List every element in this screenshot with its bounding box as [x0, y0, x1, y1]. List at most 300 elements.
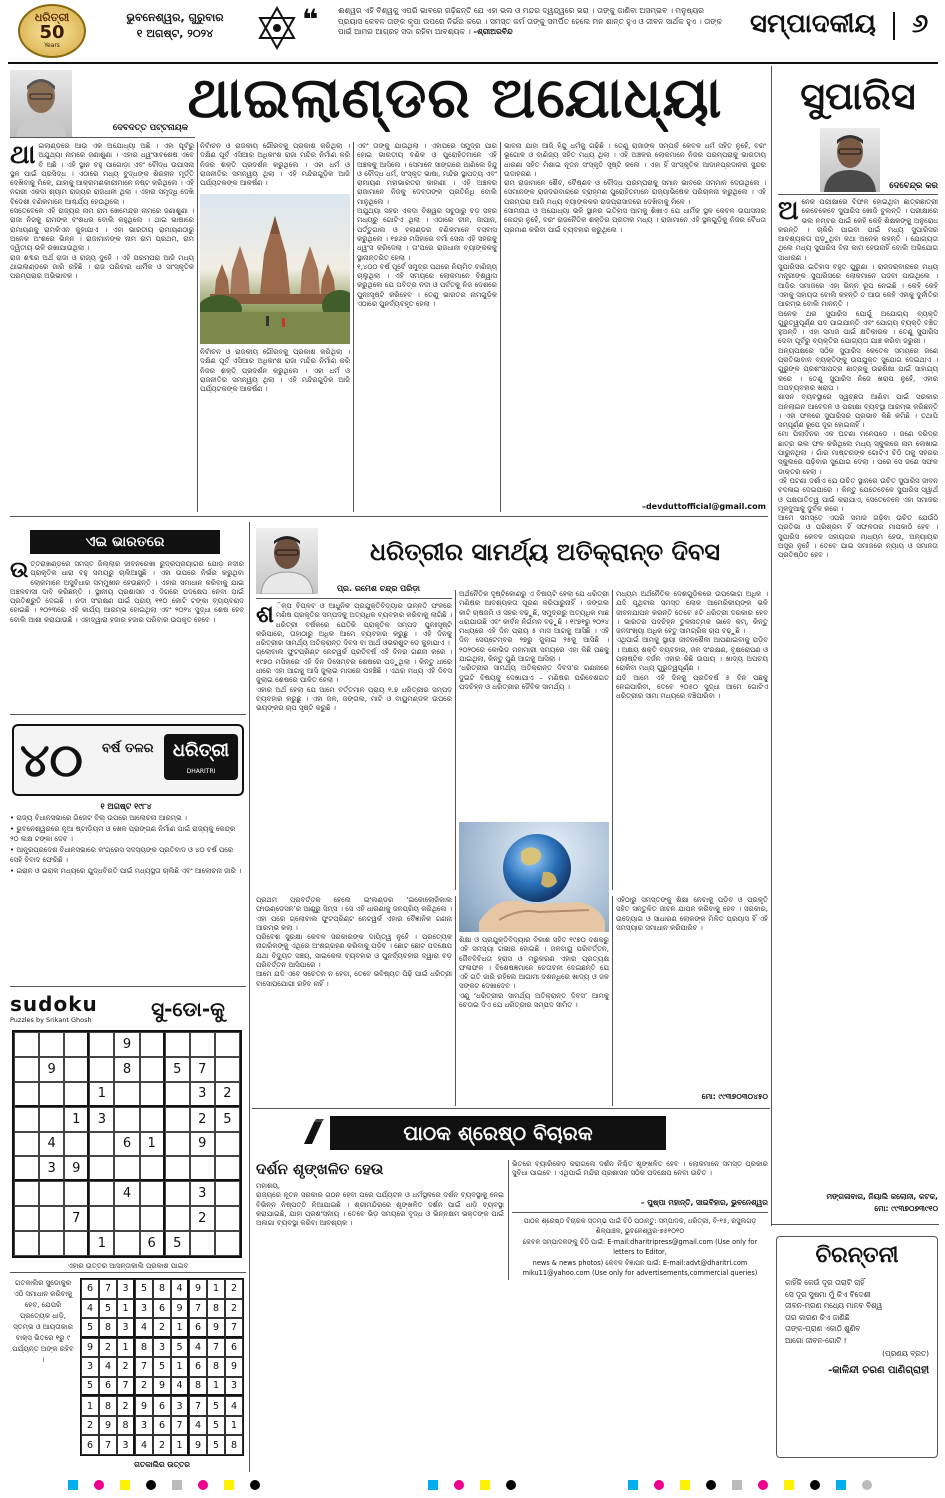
sudoku-cell	[215, 1057, 240, 1082]
sudoku-cell	[14, 1082, 39, 1107]
registration-swatch	[680, 1480, 690, 1490]
sudoku-solution-cell: 9	[81, 1338, 99, 1358]
forty-years-item-text: ଇରାନ ଓ ଇରାକ ମଧ୍ୟରେ ଯୁଦ୍ଧବିରତି ପାଇଁ ମଧ୍ୟସ୍ଥତା ଚାଲିଛି ଏବଂ ଆଲୋଚନା ଜାରି ।	[16, 867, 242, 876]
sudoku-cell	[165, 1082, 190, 1107]
article2-col2	[459, 590, 609, 818]
sudoku-cell: 4	[39, 1132, 64, 1157]
chirantani-line: ତାର କାରଣ କିଏ ଜାଣିଛି	[785, 1312, 850, 1322]
quote-author: –ଶ୍ରୀଅରବିନ୍ଦ	[473, 27, 513, 36]
forty-years-item: • ଆନ୍ଧ୍ରପ୍ରଦେଶ ବିଧାନସଭାରେ କଂଗ୍ରେସ ସଦସ୍ୟଙ୍କ ପ୍ରତିବାଦ ଓ ୪୦ ବର୍ଷ ପରେ ସେହି ବିବାଦ ଫେରିଛି ।	[10, 846, 234, 864]
sudoku-solution-cell: 4	[171, 1279, 189, 1299]
sudoku-cell	[140, 1107, 165, 1132]
section-title: ସମ୍ପାଦକୀୟ	[750, 9, 876, 39]
sudoku-cell: 7	[64, 1206, 89, 1231]
sudoku-cell	[39, 1082, 64, 1107]
sudoku-solution-cell: 5	[153, 1357, 171, 1377]
sudoku-cell	[165, 1206, 190, 1231]
sudoku-cell: 1	[89, 1082, 114, 1107]
article2-col2-text: ଅର୍ଥନୈତିକ ଦୃଷ୍ଟିକୋଣରୁ ଏ ବିଷୟଟି ହେଲା ଯେ ଧରିତ୍ରୀ ମଣିଷର ଆବଶ୍ୟକତା ପୂରଣ କରିପାରୁନାହିଁ । ଜଙ୍ଗଲ କାଟି ଚାଷଜମି ଓ ସହର ବଢ଼ୁଛି, ସମୁଦ୍ରରୁ ଅତ୍ୟଧିକ ମାଛ ଧରାଯାଉଛି ଏବଂ କାର୍ବନ ନିର୍ଗମନ ବଢ଼ୁଛି । ୧୯୭୧ରୁ ୨୦୨୪ ମଧ୍ୟରେ ଏହି ଦିନ ପ୍ରାୟ ୫ ମାସ ଆଗକୁ ଆସିଛି । ଏହି ଦିନ ସେପ୍ଟେମ୍ବର ୨୭ରୁ ଜୁଲାଇ ୨୫କୁ ଆସିଛି । ୨୦୨୦ରେ କୋଭିଡ ମହାମାରୀ ସମୟରେ ଏହା କିଛି ପଛକୁ ଯାଇଥିଲା, କିନ୍ତୁ ପୁଣି ଆଗକୁ ଆସିଲା । ‘ଧରିତ୍ରୀର ସାମର୍ଥ୍ୟ ଅତିକ୍ରାନ୍ତ ଦିବସ’ର ଗଣନାରେ ଦୁଇଟି ବିଷୟକୁ ଦେଖାଯାଏ – ମଣିଷର ପରିବେଶଗତ ପଦଚିହ୍ନ ଓ ଧରିତ୍ରୀର ଜୈବିକ ସାମର୍ଥ୍ୟ ।	[459, 590, 609, 691]
sudoku-solution-cell: 3	[153, 1338, 171, 1358]
sudoku-solution-cell: 1	[171, 1357, 189, 1377]
sudoku-cell	[165, 1181, 190, 1206]
sudoku-cell: 5	[165, 1057, 190, 1082]
sudoku-solution-cell: 4	[189, 1416, 207, 1436]
sudoku-prev-label-text: ଗତକାଲିର ସୁଡୋକୁର ଏଠି ସମାଧାନ କରିବାକୁ ହେବ, ଯେପରି ପ୍ରତ୍ୟେକ ଧାଡ଼ି, ସ୍ତମ୍ଭ ଓ ଆୟତାକାର ବାକ୍ସ ଭିତରେ ୧ରୁ ୯ ପର୍ଯ୍ୟନ୍ତ ଅଙ୍କ ରହିବ ।	[12, 1279, 74, 1364]
sudoku-solution-cell: 4	[189, 1338, 207, 1358]
sudoku-solution-cell: 4	[81, 1299, 99, 1319]
sudoku-cell	[114, 1206, 139, 1231]
sudoku-cell	[165, 1107, 190, 1132]
registration-marks-left	[60, 1478, 320, 1492]
logo-years-number: 50	[39, 22, 65, 43]
registration-swatch	[198, 1480, 208, 1490]
sudoku-solution-cell: 9	[135, 1396, 153, 1416]
sudoku-solution-cell: 5	[81, 1377, 99, 1397]
article2-bottom-rule	[252, 1108, 770, 1109]
sudoku-cell: 5	[215, 1107, 240, 1132]
sudoku-solution-cell: 8	[207, 1299, 225, 1319]
sudoku-solution-cell: 6	[189, 1318, 207, 1338]
chirantani-line: ଆଗୋ ଜୀବନ-ଗୋଟି !	[785, 1335, 847, 1345]
article2-dropcap: ଶ	[256, 602, 274, 628]
sudoku-solution-cell: 6	[81, 1435, 99, 1455]
sudoku-cell	[64, 1132, 89, 1157]
sudoku-logo	[10, 992, 120, 1025]
article1-col4	[504, 142, 766, 500]
registration-swatch	[224, 1480, 234, 1490]
sudoku-cell	[14, 1132, 39, 1157]
sudoku-solution-cell: 8	[153, 1279, 171, 1299]
sudoku-solution-cell: 7	[207, 1338, 225, 1358]
sudoku-solution-cell: 3	[225, 1377, 243, 1397]
sudoku-cell: 2	[215, 1082, 240, 1107]
sudoku-solution-cell: 9	[153, 1377, 171, 1397]
sudoku-solution-cell: 7	[117, 1377, 135, 1397]
sudoku-cell	[140, 1032, 165, 1057]
masthead-quote	[338, 6, 728, 52]
registration-swatch	[172, 1480, 182, 1490]
registration-swatch	[784, 1480, 794, 1490]
sudoku-cell	[14, 1057, 39, 1082]
article2-col3	[616, 590, 768, 890]
article2-author-rule	[256, 598, 452, 599]
sudoku-solution-cell: 4	[171, 1377, 189, 1397]
sudoku-cell	[14, 1206, 39, 1231]
sudoku-cell	[114, 1156, 139, 1181]
forty-years-date: ୧ ଅଗଷ୍ଟ ୧୯୮୪	[100, 802, 152, 811]
reader-letter-author: – ପୁଷ୍ପା ମହାନ୍ତି, ସାଇବିହାର, ଭୁବନେଶ୍ୱର	[640, 1198, 768, 1207]
sudoku-cell	[39, 1032, 64, 1057]
article2-headline: ଧରିତ୍ରୀର ସାମର୍ଥ୍ୟ ଅତିକ୍ରାନ୍ତ ଦିବସ	[369, 538, 721, 566]
sudoku-cell: 6	[140, 1231, 165, 1256]
sudoku-cell	[39, 1231, 64, 1256]
article2-col1	[256, 602, 452, 892]
ei-bharatare-text: ତ୍ତରାଖଣ୍ଡରେ ସମସ୍ତ ଜିଲ୍ଲାର ଜୀବନରେଖା ରୁଦ୍ରପ୍ରୟାଗର ଯୋଡ଼ ନଦୀର ପ୍ରାକୃତିକ ଧାରା ବହୁ ସମୟରୁ ଚାଲିଆସୁଛି । ଏହା ଉପରେ ନିର୍ଭର କରୁଥିବା ଲୋକମାନେ ଅସୁବିଧାର ସମ୍ମୁଖୀନ ହେଉଛନ୍ତି । ଏହାର ସମାଧାନ କରିବାକୁ ଯାଇ ଅଞ୍ଚଳବାସୀ ଦାବି କରିଛନ୍ତି । ସ୍ଥାନୀୟ ପ୍ରଶାସନ ଏ ଦିଗରେ ପଦକ୍ଷେପ ନେବା ପାଇଁ ପ୍ରତିଶ୍ରୁତି ଦେଇଛି । ନଦୀ ସଂରକ୍ଷଣ ପାଇଁ ପ୍ରାୟ ୧୧୦ କୋଟି ଟଙ୍କା ବ୍ୟୟବରାଦ ହୋଇଛି । ୨୦୨୩ରେ ଏହି କାର୍ଯ୍ୟ ଆରମ୍ଭ ହୋଇଥିଲା ଏବଂ ୨୦୨୪ ସୁଦ୍ଧା ଶେଷ ହେବ ବୋଲି ଆଶା କରାଯାଉଛି । ଏହାଦ୍ୱାରା ହଜାର ହଜାର ପରିବାର ଉପକୃତ ହେବେ ।	[10, 560, 244, 624]
sudoku-solution-cell: 7	[189, 1396, 207, 1416]
sudoku-cell	[14, 1181, 39, 1206]
quote-text: ଈଶ୍ୱର ଏହି ବିଶ୍ୱକୁ ଏପରି ଭାବରେ ଗଢ଼ିଛନ୍ତି ଯେ ଏହା ଭଲ ଓ ମନ୍ଦର ଦ୍ୱନ୍ଦ୍ୱରେ ଭରା । ତାଙ୍କୁ ଜାଣିବା ଅସମ୍ଭବ । ମନୁଷ୍ୟର ପ୍ରୟାସ କେବଳ ତାଙ୍କ କୃପା ଉପରେ ନିର୍ଭର କରେ । ସମସ୍ତ କର୍ମ ତାଙ୍କୁ ସମର୍ପିତ ହେଲେ ମନ ଶାନ୍ତ ହୁଏ ଓ ଜୀବନ ସାର୍ଥକ ହୁଏ । ତାଙ୍କ ପାଇଁ ଆମର ଆଗ୍ରହ ସଦା ରହିବା ଆବଶ୍ୟକ ।	[338, 6, 723, 36]
registration-swatch	[836, 1480, 846, 1490]
sudoku-solution-cell: 8	[189, 1377, 207, 1397]
sudoku-solution-cell: 1	[171, 1435, 189, 1455]
sudoku-cell	[215, 1032, 240, 1057]
sudoku-solution-cell: 5	[135, 1279, 153, 1299]
sudoku-cell	[14, 1032, 39, 1057]
sudoku-solution-cell: 5	[207, 1396, 225, 1416]
article2-col3b	[616, 896, 768, 1088]
article1-divider-2	[353, 142, 354, 512]
sudoku-solution-cell: 7	[135, 1357, 153, 1377]
sudoku-solution-cell: 1	[171, 1318, 189, 1338]
sudoku-solution-cell: 1	[225, 1416, 243, 1436]
registration-swatch	[654, 1480, 664, 1490]
sudoku-cell	[89, 1156, 114, 1181]
sudoku-grid	[12, 1030, 242, 1258]
editorial-headline: ସୁପାରିସ	[800, 74, 916, 118]
sudoku-cell: 9	[64, 1156, 89, 1181]
sudoku-solution-cell: 2	[153, 1435, 171, 1455]
sudoku-cell	[140, 1082, 165, 1107]
sudoku-solution-cell: 9	[225, 1357, 243, 1377]
chirantani-line: ତାଙ୍କ-ପ୍ରାଣ ଏକାଠି ଶୁଣିବ	[785, 1324, 861, 1333]
sudoku-solution-grid	[80, 1278, 244, 1456]
date-place: ଭୁବନେଶ୍ୱର, ଗୁରୁବାର	[126, 11, 224, 24]
sudoku-solution-cell: 2	[225, 1279, 243, 1299]
sudoku-cell	[14, 1231, 39, 1256]
reader-letter-body2-text: ଭିତରେ ବ୍ୟାରିକେଡ଼ କରାଗଲେ ଦର୍ଶନ ନିଶ୍ଚିତ ଶୃଙ୍ଖଳିତ ହେବ । ଲୋକମାନେ ସମସ୍ତ ପ୍ରକାର ସୁବିଧା ପାଇବେ । ଏଥିପାଇଁ ମନ୍ଦିର ପ୍ରଶାସନ ସଠିକ ପଦକ୍ଷେପ ନେବା ଉଚିତ ।	[512, 1160, 768, 1178]
article2-divider-1	[455, 590, 456, 890]
registration-swatch	[120, 1480, 130, 1490]
registration-swatch	[506, 1480, 516, 1490]
sudoku-cell	[190, 1156, 215, 1181]
sudoku-solution-cell: 3	[117, 1435, 135, 1455]
forty-years-list	[10, 814, 244, 964]
forty-years-item-text: ରାଜ୍ୟ ବିଧାନସଭାରେ ଗିଜେଟ ବିଲ୍ ଉପରେ ଆଲୋଚନା ଆରମ୍ଭ ।	[16, 814, 187, 822]
chirantani-poet: -କାଳିନ୍ଦୀ ଚରଣ ପାଣିଗ୍ରାହୀ	[828, 1365, 929, 1376]
chirantani-box	[776, 1236, 938, 1458]
sudoku-solution-cell: 5	[171, 1338, 189, 1358]
sudoku-cell	[165, 1032, 190, 1057]
registration-swatch	[68, 1480, 78, 1490]
sudoku-solution-cell: 2	[117, 1357, 135, 1377]
page-number: ୬	[911, 9, 929, 39]
sudoku-cell	[215, 1206, 240, 1231]
article1-col2	[200, 142, 350, 190]
sudoku-solution-cell: 4	[135, 1318, 153, 1338]
sudoku-cell	[39, 1206, 64, 1231]
registration-marks-right	[620, 1478, 920, 1492]
sudoku-solution-cell: 1	[207, 1279, 225, 1299]
article2-col1b	[256, 896, 452, 1106]
masthead-rule	[8, 62, 938, 64]
registration-swatch	[628, 1480, 638, 1490]
article2-author: ପ୍ର. ରମେଶ ଚନ୍ଦ୍ର ପରିଡ଼ା	[336, 584, 420, 593]
sudoku-prev-label	[10, 1278, 76, 1458]
registration-swatch	[732, 1480, 742, 1490]
sudoku-solution-cell: 6	[225, 1338, 243, 1358]
sudoku-solution-cell: 4	[135, 1435, 153, 1455]
sudoku-cell: 5	[165, 1231, 190, 1256]
registration-marks-middle	[420, 1478, 540, 1492]
article2-col2b	[459, 936, 609, 1106]
sudoku-cell	[64, 1057, 89, 1082]
masthead-date-block	[105, 10, 245, 42]
registration-swatch	[94, 1480, 104, 1490]
article1-bottom-rule	[10, 516, 768, 517]
editorial-signature: ମଙ୍ଗଳାବାଗ, ନିୟାଲି କଲୋନୀ, କଟକ,	[826, 1192, 938, 1201]
article1-author: ଦେବଦତ୍ତ ପଟ୍ଟନାୟକ	[112, 123, 188, 133]
article2-col3-text: ମଧ୍ୟମ ଅର୍ଥନୈତିକ ଦେଶଗୁଡ଼ିକରେ ଉପଭୋଗ ଅଧିକ । ଯଦି ପୃଥିବୀର ସମସ୍ତ ଲୋକ ଆମେରିକୀୟଙ୍କ ଭଳି ଜୀବନଯାପନ କରନ୍ତି ତେବେ ୫ଟି ଧରିତ୍ରୀ ଦରକାର ହେବ । ଭାରତର ପଦଚିହ୍ନ ତୁଳନାତ୍ମକ ଭାବେ କମ୍, କିନ୍ତୁ ଜନସଂଖ୍ୟା ଅଧିକ ହେତୁ ସାମଗ୍ରିକ ଚାପ ବଢ଼ୁଛି । ଏଥିପାଇଁ ଆମକୁ ସ୍ଥାୟୀ ଜୀବନଶୈଳୀ ଆପଣାଇବାକୁ ପଡ଼ିବ । ଅକ୍ଷୟ ଶକ୍ତି ବ୍ୟବହାର, ଜଳ ସଂରକ୍ଷଣ, ବୃକ୍ଷରୋପଣ ଓ ପ୍ଲାଷ୍ଟିକ ବର୍ଜନ ଏହାର କିଛି ଉପାୟ । ଖାଦ୍ୟ ଅପଚୟ ରୋକିବା ମଧ୍ୟ ଗୁରୁତ୍ୱପୂର୍ଣ୍ଣ । ଯଦି ଆମେ ଏହି ଦିନକୁ ପ୍ରତିବର୍ଷ ୫ ଦିନ ପଛକୁ ନେଇପାରିବା, ତେବେ ୨୦୫୦ ସୁଦ୍ଧା ଆମେ ଗୋଟିଏ ଧରିତ୍ରୀର ସୀମା ମଧ୍ୟରେ ବଞ୍ଚିପାରିବା ।	[616, 590, 768, 701]
reader-letter-body1-text: ମହାଶୟ, ରାଜ୍ୟରେ ନୂତନ ସରକାର ଗଠନ ହେବା ପରେ ପର୍ଯ୍ୟଟନ ଓ ଧର୍ମସ୍ଥଳରେ ଦର୍ଶନ ବ୍ୟବସ୍ଥାକୁ ନେଇ ବିଭିନ୍ନ ନିଷ୍ପତ୍ତି ନିଆଯାଇଛି । ଶ୍ରୀମନ୍ଦିରରେ ଶୃଙ୍ଖଳିତ ଦର୍ଶନ ପାଇଁ ଧାଡ଼ି ବ୍ୟବସ୍ଥା କରାଯାଇଛି, ଯାହା ପ୍ରଶଂସନୀୟ । ତେବେ ଭିଡ଼ ସମୟରେ ବୃଦ୍ଧ ଓ ଭିନ୍ନକ୍ଷମ ଭକ୍ତଙ୍କ ପାଇଁ ଅଲଗା ବ୍ୟବସ୍ଥା କରିବା ଆବଶ୍ୟକ ।	[256, 1182, 504, 1228]
sudoku-cell	[140, 1057, 165, 1082]
registration-swatch	[706, 1480, 716, 1490]
article2-divider-2	[612, 590, 613, 890]
article2-col1-text: ିଳ୍ପ ବିପ୍ଳବ ଓ ଆଧୁନିକ ପ୍ରଯୁକ୍ତିବିଦ୍ୟାର ଉନ୍ନତି ଫଳରେ ମଣିଷ ପ୍ରକୃତିର ସମ୍ପଦକୁ ଅତ୍ୟଧିକ ବ୍ୟବହାର କରିବାକୁ ଲାଗିଛି । ଧରିତ୍ରୀ ବର୍ଷକରେ ଯେତିକି ପ୍ରାକୃତିକ ସମ୍ପଦ ପୁନଃସୃଷ୍ଟି କରିପାରେ, ତାହାଠାରୁ ଅଧିକ ଆମେ ବ୍ୟବହାର କରୁଛୁ । ଏହି ଦିନକୁ ଧରିତ୍ରୀର ସାମର୍ଥ୍ୟ ଅତିକ୍ରାନ୍ତ ଦିବସ ବା ଆର୍ଥ ଓଭରଶୁଟ ଡେ କୁହାଯାଏ । ଗ୍ଲୋବାଲ ଫୁଟପ୍ରିଣ୍ଟ ନେଟୱର୍କ ପ୍ରତିବର୍ଷ ଏହି ଦିନର ଗଣନା କରେ । ୧୯୭୦ ମସିହାରେ ଏହି ଦିନ ଡିସେମ୍ବର ଶେଷରେ ପଡ଼ୁଥିଲା । କିନ୍ତୁ ଧୀରେ ଧୀରେ ଏହା ଆଗକୁ ଆସି ଜୁଲାଇ ମାସରେ ପହଞ୍ଚିଛି । ଏଥର ମଧ୍ୟ ଏହି ଦିବସ ଜୁଲାଇ ଶେଷରେ ପାଳିତ ହେଲା । ଏହାର ଅର୍ଥ ହେଲା ଯେ ଆମେ ବର୍ତ୍ତମାନ ପ୍ରାୟ ୧.୭ ଧରିତ୍ରୀର ସମ୍ପଦ ବ୍ୟବହାର କରୁଛୁ । ଏହା ଜଳ, ଜଙ୍ଗଲ, ମାଟି ଓ ବାୟୁମଣ୍ଡଳ ଉପରେ ଭୟଙ୍କର ଚାପ ସୃଷ୍ଟି କରୁଛି ।	[256, 602, 452, 713]
sudoku-cell	[14, 1156, 39, 1181]
sudoku-cell	[89, 1132, 114, 1157]
sudoku-solution-cell: 2	[81, 1416, 99, 1436]
sudoku-cell: 3	[39, 1156, 64, 1181]
article1-col1-text: ଇଲାଣ୍ଡରେ ଆଉ ଏକ ଅଯୋଧ୍ୟା ଅଛି । ଏହା ପୂର୍ବରୁ ଅଯୁଥ୍ୟା ନାମରେ ଜଣାଶୁଣା । ଏହାର ଧ୍ୱଂସାବଶେଷ ଏବେ ବି ଅଛି । ଏହି ସ୍ଥାନ ବହୁ ପାଗୋଡ଼ା ଏବଂ ବୌଦ୍ଧ ଉପାସନା ସ୍ଥଳ ପାଇଁ ପ୍ରସିଦ୍ଧ । ଏଠାରେ ମଧ୍ୟ ବୁଦ୍ଧଙ୍କ ଶିରହୀନ ମୂର୍ତ୍ତି ଦେଖିବାକୁ ମିଳେ, ଯାହାକୁ ଆକ୍ରମଣକାରୀମାନେ ନଷ୍ଟ କରିଥିଲେ । ଏହି ନଗରୀ ଏକଦା ଶ୍ୟାମ ରାଜ୍ୟର ରାଜଧାନୀ ଥିଲା । ଏହାର ସମୃଦ୍ଧି ଦେଖି ବିଦେଶୀ ବଣିକମାନେ ଆଶ୍ଚର୍ଯ୍ୟ ହେଉଥିଲେ । ସେତେବେଳେ ଏହି ରାଜ୍ୟର ନାମ ରାମ ଖେମେନ୍ଦ୍ର ନାମରେ ଜଣାଶୁଣା । ରାଜା ନିଜକୁ ରାମଙ୍କ ବଂଶଧର ବୋଲି କହୁଥିଲେ । ଥାଇ ଭାଷାରେ ରାମାୟଣକୁ ରାମକିଏନ କୁହାଯାଏ । ଏହା ଭାରତୀୟ ରାମାୟଣଠାରୁ ଅନେକ ଅଂଶରେ ଭିନ୍ନ । ରାଜାମାନଙ୍କ ନାମ ରାମ ପ୍ରଥମ, ରାମ ଦ୍ୱିତୀୟ ଭଳି ରଖାଯାଉଥିଲା । ରାଜ ଶବ୍ଦର ଅର୍ଥ ରାଜା ଓ ରାଜ୍ୟ ଦୁହେଁ । ଏହି ପରମ୍ପରା ଆଜି ମଧ୍ୟ ଥାଇଲାଣ୍ଡରେ ଜାରି ରହିଛି । ରାଜ ପରିବାର ଧାର୍ମିକ ଓ ସାଂସ୍କୃତିକ ପରମ୍ପରାର ଅଭିଭାବକ ।	[10, 142, 194, 281]
article2-divider-4	[612, 896, 613, 1106]
sudoku-solution-cell: 8	[117, 1416, 135, 1436]
chirantani-lines	[777, 1275, 937, 1348]
registration-swatch	[250, 1480, 260, 1490]
forty-years-item: • ଇରାନ ଓ ଇରାକ ମଧ୍ୟରେ ଯୁଦ୍ଧବିରତି ପାଇଁ ମଧ୍ୟସ୍ଥତା ଚାଲିଛି ଏବଂ ଆଲୋଚନା ଜାରି ।	[10, 867, 242, 876]
forty-years-brand	[164, 734, 238, 780]
article1-email: –devduttofficial@gmail.com	[641, 502, 766, 511]
sudoku-by: Puzzles by Srikant Ghosh	[10, 1016, 92, 1024]
ayutthaya-temple-photo	[200, 194, 350, 344]
sudoku-solution-cell: 2	[153, 1318, 171, 1338]
sudoku-solution-cell: 6	[81, 1279, 99, 1299]
sudoku-title: sudoku	[10, 992, 98, 1016]
sudoku-solution-cell: 9	[207, 1318, 225, 1338]
registration-swatch	[480, 1480, 490, 1490]
logo-text: ଧରିତ୍ରୀ	[34, 11, 70, 24]
sudoku-solution-cell: 9	[189, 1279, 207, 1299]
sudoku-solution-cell: 5	[81, 1318, 99, 1338]
footer-info-line3: news & news photos) କେବଳ ବିଜ୍ଞାପନ ପାଇଁ: E-mail:advt@dharitri.com	[532, 1258, 748, 1267]
forty-years-item: • ଭୁବନେଶ୍ୱରରେ ନୂଆ ଷ୍ଟାଡ଼ିୟମ ଓ ଖେଳ ପ୍ରାଙ୍ଗଣ ନିର୍ମାଣ ପାଇଁ ରାଜ୍ୟକୁ କେନ୍ଦ୍ର ୨୦ ଲକ୍ଷ ଟଙ୍କା ଦେବ ।	[10, 825, 236, 843]
article2-contact: ମୋ: ୯୯୩୭୦୩୦୪୫୦	[701, 1092, 768, 1101]
article1-headline: ଥାଇଲାଣ୍ଡର ଅଯୋଧ୍ୟା	[187, 66, 723, 131]
ei-bharatare-dropcap: ଉ	[10, 560, 29, 583]
sudoku-cell	[89, 1057, 114, 1082]
left-column-divider	[249, 522, 250, 1472]
article1-col3-text: ଏବଂ ତାଙ୍କୁ ଯାଉଥିଲା । ଏହାପରେ ସମୁଦ୍ର ପାର ହୋଇ ଭାରତୀୟ ବଣିକ ଓ ପୁରୋହିତମାନେ ଏହି ଅଞ୍ଚଳକୁ ଆସିଲେ । ସେମାନେ ସାଙ୍ଗରେ ଆଣିଲେ ହିନ୍ଦୁ ଓ ବୌଦ୍ଧ ଧର୍ମ, ସଂସ୍କୃତ ଭାଷା, ମନ୍ଦିର ସ୍ଥାପତ୍ୟ ଏବଂ ରାମାୟଣ ମହାଭାରତର କାହାଣୀ । ଏହି ଅଞ୍ଚଳର ରାଜାମାନେ ନିଜକୁ ଦେବତାଙ୍କ ପ୍ରତିନିଧି ବୋଲି ମାନୁଥିଲେ । ଅଯୁଥ୍ୟା ସହର ଏକଦା ବିଶ୍ୱର ସବୁଠାରୁ ବଡ଼ ସହର ମଧ୍ୟରୁ ଗୋଟିଏ ଥିଲା । ଏଠାରେ ଚୀନ, ଜାପାନ, ପର୍ତ୍ତୁଗାଲ ଓ ହଲାଣ୍ଡର ବଣିକମାନେ ବସବାସ କରୁଥିଲେ । ୧୭୬୭ ମସିହାରେ ବର୍ମା ସେନା ଏହି ସହରକୁ ଧ୍ୱଂସ କରିଦେଲା । ତା'ପରେ ରାଜଧାନୀ ବ୍ୟାଙ୍କକକୁ ସ୍ଥାନାନ୍ତରିତ ହେଲା । ୧,୪୦୦ ବର୍ଷ ପୂର୍ବେ ସମୁଦ୍ର ପଥରେ ନିୟମିତ ବାଣିଜ୍ୟ ଚାଲୁଥିଲା । ଏହି ସମୟରେ ଲୋକମାନେ ବିଶ୍ୱାସ କରୁଥିଲେ ଯେ ପବିତ୍ର ନଦୀ ଓ ପର୍ବତକୁ ନିଜ ଦେଶରେ ପୁନଃସୃଷ୍ଟି କରିହେବ । ତେଣୁ ଭାରତର ନାମଗୁଡ଼ିକ ଏଠାରେ ପୁନର୍ବ୍ୟବହୃତ ହେଲା ।	[357, 142, 497, 309]
sudoku-solution-cell: 2	[225, 1299, 243, 1319]
sudoku-solution-cell: 8	[99, 1396, 117, 1416]
sudoku-cell	[64, 1181, 89, 1206]
registration-swatch	[454, 1480, 464, 1490]
editorial-divider	[771, 66, 772, 1226]
sudoku-cell	[89, 1181, 114, 1206]
sudoku-solution-cell: 2	[99, 1338, 117, 1358]
registration-swatch	[862, 1480, 872, 1490]
editorial-body	[778, 198, 938, 1190]
author-photo-ramesh	[256, 528, 318, 594]
forty-years-banner	[12, 724, 244, 796]
article1-col1	[10, 142, 194, 512]
sudoku-solution-cell: 7	[99, 1279, 117, 1299]
sudoku-solution-cell: 9	[99, 1416, 117, 1436]
article1-col3	[357, 142, 497, 512]
sudoku-cell	[190, 1231, 215, 1256]
sudoku-cell	[215, 1132, 240, 1157]
registration-swatch	[428, 1480, 438, 1490]
sudoku-cell	[140, 1181, 165, 1206]
sudoku-solution-cell: 9	[171, 1299, 189, 1319]
sudoku-cell	[64, 1082, 89, 1107]
sudoku-cell: 1	[140, 1132, 165, 1157]
sudoku-cell	[165, 1156, 190, 1181]
article1-divider-1	[197, 142, 198, 512]
editorial-body-text: ନେକ ପରୀକ୍ଷାରେ ବିଫଳ ହୋଇଥିବା ଛାତ୍ରଛାତ୍ରୀ କେବେକେବେ ସୁପାରିସ ଖୋଜି ବୁଲନ୍ତି । ପରୀକ୍ଷାରେ ଭଲ ନମ୍ବର ପାଇଁ କେହି କେହି ଶିକ୍ଷକଙ୍କୁ ଅନୁରୋଧ କରନ୍ତି । ଚାକିରି ପାଇବା ପାଇଁ ମଧ୍ୟ ସୁପାରିସର ଆବଶ୍ୟକତା ପଡ଼ୁଥିବା କଥା ଅନେକ କହନ୍ତି । ଯୋଗ୍ୟତା ଥିଲେ ମଧ୍ୟ ସୁପାରିସ ବିନା କାମ ହେଉନାହିଁ ବୋଲି ଅଭିଯୋଗ ସାଧାରଣ । ସୁପାରିସର ଇତିହାସ ବହୁତ ପୁରୁଣା । ରାଜଦରବାରରେ ମଧ୍ୟ ମନ୍ତ୍ରୀଙ୍କ ସୁପାରିସରେ ଲୋକମାନେ ପଦବୀ ପାଉଥିଲେ । ଆଜିର ସମାଜରେ ଏହା ଭିନ୍ନ ରୂପ ନେଇଛି । କେହି କେହି ଏହାକୁ ସହାୟତା ବୋଲି କହନ୍ତି ତ ଆଉ କେହି ଏହାକୁ ଦୁର୍ନୀତିର ଆରମ୍ଭ ବୋଲି ମାନନ୍ତି । ଅନେକ ଥର ସୁପାରିସ ଯୋଗୁଁ ଅଯୋଗ୍ୟ ବ୍ୟକ୍ତି ଗୁରୁତ୍ୱପୂର୍ଣ୍ଣ ପଦ ପାଇଯାନ୍ତି ଏବଂ ଯୋଗ୍ୟ ବ୍ୟକ୍ତି ବଞ୍ଚିତ ହୁଅନ୍ତି । ଏହା ସମାଜ ପାଇଁ କ୍ଷତିକାରକ । ତେଣୁ ସୁପାରିସ ଦେବା ପୂର୍ବରୁ ବ୍ୟକ୍ତିର ଯୋଗ୍ୟତା ଯାଞ୍ଚ କରିବା ଜରୁରୀ । ଅନ୍ୟପକ୍ଷରେ ସଠିକ ସୁପାରିସ କେତେକ ସମୟରେ ଜଣେ ପ୍ରତିଭାବାନ ବ୍ୟକ୍ତିଙ୍କୁ ଉପଯୁକ୍ତ ସୁଯୋଗ ଦେଇଥାଏ । ଗୁରୁଙ୍କ ପ୍ରଶଂସାପତ୍ର ଛାତ୍ରକୁ ଉଚ୍ଚଶିକ୍ଷା ପାଇଁ ସାହାଯ୍ୟ କରେ । ତେଣୁ ସୁପାରିସ ନିଜେ ଖରାପ ନୁହେଁ, ଏହାର ଅପବ୍ୟବହାର ଖରାପ । ଶାସନ ବ୍ୟବସ୍ଥାରେ ସ୍ୱଚ୍ଛତା ଆଣିବା ପାଇଁ ସରକାର ଅନଲାଇନ ଆବେଦନ ଓ ପରୀକ୍ଷା ବ୍ୟବସ୍ଥା ଆରମ୍ଭ କରିଛନ୍ତି । ଏହା ଫଳରେ ସୁପାରିସର ପ୍ରଭାବ କିଛି କମିଛି । ତଥାପି ସମ୍ପୂର୍ଣ୍ଣ ରୂପେ ଦୂର ହୋଇନାହିଁ । ମୋ ପିଲାଦିନର ଏକ ଘଟଣା ମନେପଡ଼େ । ଜଣେ ଦରିଦ୍ର ଛାତ୍ର ଭଲ ଫଳ କରିଥିଲେ ମଧ୍ୟ ସ୍କୁଲରେ ନାମ ଲେଖାଇ ପାରୁନଥିଲା । ଗାଁର ମାଷ୍ଟରଙ୍କ ଗୋଟିଏ ଚିଠି ତାକୁ ସହରର ସ୍କୁଲରେ ପଢ଼ିବାର ସୁଯୋଗ ଦେଲା । ପରେ ସେ ଜଣେ ସଫଳ ଡାକ୍ତର ହେଲା । ଏହି ଘଟଣା ଦର୍ଶାଏ ଯେ ଉଚିତ ସ୍ଥାନରେ ଉଚିତ ସୁପାରିସ ଜୀବନ ବଦଳାଇ ଦେଇପାରେ । କିନ୍ତୁ ଯେତେବେଳେ ସୁପାରିସ ସ୍ୱାର୍ଥ ଓ ପକ୍ଷପାତିତ୍ୱ ପାଇଁ କରାଯାଏ, ସେତେବେଳେ ଏହା ସମାଜର ମୂଳଦୁଆକୁ ଦୁର୍ବଳ କରେ । ଆମେ ସମସ୍ତେ ଏପରି ସମାଜ ଗଢ଼ିବା ଉଚିତ ଯେଉଁଠି ପ୍ରତିଭା ଓ ପରିଶ୍ରମ ହିଁ ସଫଳତାର ମାପକାଠି ହେବ । ସୁପାରିସ କେବଳ ସହାୟତାର ମାଧ୍ୟମ ହେଉ, ଅନ୍ୟାୟର ଅସ୍ତ୍ର ନୁହେଁ । ତେବେ ଯାଇ ସମାଜରେ ନ୍ୟାୟ ଓ ସମାନତା ପ୍ରତିଷ୍ଠିତ ହେବ ।	[778, 198, 938, 560]
sudoku-cell	[64, 1231, 89, 1256]
article1-dropcap: ଥା	[10, 142, 36, 170]
sudoku-cell: 3	[190, 1082, 215, 1107]
sudoku-cell	[114, 1082, 139, 1107]
reader-letter-body2	[512, 1160, 768, 1196]
dharitri-50-logo	[18, 4, 86, 58]
reader-letter-inner-rule	[512, 1212, 768, 1213]
sudoku-cell	[89, 1206, 114, 1231]
sudoku-solution-cell: 3	[135, 1299, 153, 1319]
sudoku-solution-cell: 7	[171, 1416, 189, 1436]
sudoku-cell: 6	[114, 1132, 139, 1157]
article2-col1b-text: ପ୍ରଥମ ପ୍ରବର୍ତ୍ତକ ହେଲେ ଇଂଲଣ୍ଡର ‘ଇକୋଲୋଜିକାଲ ଫାଉଣ୍ଡେସନ’ର ଆଣ୍ଡ୍ରୁ ସିମ୍ସ । ସେ ଏହି ଧାରଣାକୁ ଜନପ୍ରିୟ କରିଥିଲେ । ଏହା ପରେ ଗ୍ଲୋବାଲ ଫୁଟପ୍ରିଣ୍ଟ ନେଟୱର୍କ ଏହାର ବୈଜ୍ଞାନିକ ଗଣନା ଆରମ୍ଭ କଲା । ପରିବେଶ ସୁରକ୍ଷା କେବଳ ସରକାରଙ୍କ ଦାୟିତ୍ୱ ନୁହେଁ । ପ୍ରତ୍ୟେକ ନାଗରିକଙ୍କୁ ଏଥିରେ ଅଂଶଗ୍ରହଣ କରିବାକୁ ପଡ଼ିବ । ଛୋଟ ଛୋଟ ପଦକ୍ଷେପ ଯଥା ବିଦ୍ୟୁତ ସଞ୍ଚୟ, ସାଇକେଲ ବ୍ୟବହାର ଓ ପୁନର୍ବ୍ୟବହାର ଦ୍ୱାରା ବଡ଼ ପରିବର୍ତ୍ତନ ଆସିପାରେ । ଆମେ ଯଦି ଏବେ ସଚେତନ ନ ହେବା, ତେବେ ଭବିଷ୍ୟତ ପିଢ଼ି ପାଇଁ ଧରିତ୍ରୀ ବାସୋପଯୋଗୀ ରହିବ ନାହିଁ ।	[256, 896, 452, 988]
sudoku-cell	[215, 1181, 240, 1206]
sudoku-solution-cell: 3	[117, 1318, 135, 1338]
reader-letter-divider	[508, 1160, 509, 1280]
chirantani-title: ଚିରନ୍ତନୀ	[815, 1243, 899, 1268]
sudoku-solution-cell: 4	[99, 1357, 117, 1377]
author-photo-devdutt	[10, 70, 72, 138]
sudoku-solution-cell: 1	[117, 1338, 135, 1358]
date: ୧ ଅଗଷ୍ଟ, ୨୦୨୪	[136, 27, 214, 40]
article1-col2-text: ନିର୍ବାଚନ ଓ ରାଜକୀୟ ଗୌରବକୁ ପ୍ରକାଶ କରିଥିଲା । ଦକ୍ଷିଣ ପୂର୍ବ ଏସିଆର ଅଧିକାଂଶ ରାଜା ମନ୍ଦିର ନିର୍ମାଣ କରି ନିଜର ଶକ୍ତି ପ୍ରଦର୍ଶନ କରୁଥିଲେ । ଏହା ଧର୍ମ ଓ ରାଜନୀତିର ସମନ୍ୱୟ ଥିଲା । ଏହି ମନ୍ଦିରଗୁଡ଼ିକ ଆଜି ପର୍ଯ୍ୟଟକଙ୍କ ଆକର୍ଷଣ ।	[200, 142, 350, 188]
forty-years-bottom-rule	[10, 986, 246, 987]
sudoku-cell	[140, 1206, 165, 1231]
forty-years-item-text: ଆନ୍ଧ୍ରପ୍ରଦେଶ ବିଧାନସଭାରେ କଂଗ୍ରେସ ସଦସ୍ୟଙ୍କ ପ୍ରତିବାଦ ଓ ୪୦ ବର୍ଷ ପରେ ସେହି ବିବାଦ ଫେରିଛି ।	[10, 846, 234, 864]
sudoku-solution-cell: 7	[189, 1299, 207, 1319]
sudoku-solution-cell: 4	[225, 1396, 243, 1416]
chirantani-line: କାହିଁକି କେଉଁ ଦୂର ତାରାଟି ଚାହିଁ	[785, 1278, 865, 1287]
editorial-bottom-rule	[771, 1224, 939, 1225]
sudoku-solution-cell: 6	[189, 1357, 207, 1377]
sudoku-solution-cell: 7	[99, 1435, 117, 1455]
sudoku-solution-cell: 1	[117, 1299, 135, 1319]
registration-swatch	[146, 1480, 156, 1490]
sudoku-solution-cell: 5	[207, 1416, 225, 1436]
sudoku-cell: 2	[190, 1107, 215, 1132]
sudoku-cell	[165, 1132, 190, 1157]
article1-col2-lower	[200, 348, 350, 512]
ei-bharatare-body	[10, 560, 244, 710]
sudoku-solution-cell: 5	[207, 1435, 225, 1455]
forty-years-label: ବର୍ଷ ତଳର	[102, 741, 154, 756]
quote-mark-icon: ❝	[302, 3, 319, 36]
sudoku-cell: 7	[190, 1057, 215, 1082]
ei-bharatare-title: ଏଇ ଭାରତରେ	[30, 530, 220, 554]
article2-col3b-text: ଏହିଠାରୁ ସମସ୍ତଙ୍କୁ ଶିକ୍ଷା ନେବାକୁ ପଡ଼ିବ ଓ ପ୍ରକୃତି ସହିତ ସନ୍ତୁଳିତ ଜୀବନ ଯାପନ କରିବାକୁ ହେବ । ସରକାର, ଉଦ୍ୟୋଗ ଓ ସାଧାରଣ ଲୋକଙ୍କ ମିଳିତ ପ୍ରୟାସ ହିଁ ଏହି ସମସ୍ୟାର ସମାଧାନ କରିପାରିବ ।	[616, 896, 768, 932]
sudoku-solution-cell: 3	[135, 1416, 153, 1436]
sudoku-solution-cell: 1	[81, 1396, 99, 1416]
editorial-author: ଦେବେନ୍ଦ୍ର କର	[889, 181, 938, 191]
sudoku-solution-cell: 3	[171, 1396, 189, 1416]
footer-info-line4: miku11@yahoo.com (Use only for advertisements,commercial queries)	[522, 1269, 758, 1278]
earth-in-hands-photo	[459, 822, 609, 932]
sudoku-cell	[215, 1156, 240, 1181]
star-emblem-icon	[258, 6, 296, 50]
reader-letter-icon	[300, 1118, 326, 1146]
reader-letter-subhead: ଦର୍ଶନ ଶୃଙ୍ଖଳିତ ହେଉ	[256, 1160, 384, 1178]
article1-col4-text: ଭାବନା ଯାହା ଆଜି ହିନ୍ଦୁ ଧର୍ମକୁ ଗଢ଼ିଛି । ତେଣୁ ରାଜାଙ୍କ ସମ୍ପର୍କ କେବଳ ଧର୍ମ ସହିତ ନୁହେଁ, ବରଂ ଭୂଗୋଳ ଓ ବାଣିଜ୍ୟ ସହିତ ମଧ୍ୟ ଥିଲା । ଏହି ଅଞ୍ଚଳର ଲୋକମାନେ ନିଜର ପରମ୍ପରାକୁ ଭାରତୀୟ ଧାରଣା ସହିତ ମିଶାଇ ନୂତନ ସଂସ୍କୃତି ସୃଷ୍ଟି କଲେ । ଏହା ହିଁ ସାଂସ୍କୃତିକ ଆଦାନପ୍ରଦାନର ସୁନ୍ଦର ଉଦାହରଣ । ରାମ ରାଜାମାନେ ଶୈବ, ବୈଷ୍ଣବ ଓ ବୌଦ୍ଧ ପରମ୍ପରାକୁ ସମାନ ଭାବରେ ସମ୍ମାନ ଦେଉଥିଲେ । ସେମାନଙ୍କ ରାଜଦରବାରରେ ବ୍ରାହ୍ମଣ ପୁରୋହିତମାନେ ରାଜ୍ୟାଭିଷେକ ପରିଚାଳନା କରୁଥିଲେ । ଏହି ପରମ୍ପରା ଆଜି ମଧ୍ୟ ବ୍ୟାଙ୍କକର ରାଜପ୍ରାସାଦରେ ଦେଖିବାକୁ ମିଳେ । ସୋମନାଥ ଓ ଅଯୋଧ୍ୟା ଭଳି ସ୍ଥାନର ଇତିହାସ ଆମକୁ ଶିଖାଏ ଯେ ଧାର୍ମିକ ସ୍ଥଳ କେବଳ ଉପାସନାର କେନ୍ଦ୍ର ନୁହେଁ, ବରଂ ରାଜନୈତିକ ଶକ୍ତିର ପ୍ରତୀକ ମଧ୍ୟ । ରାଜାମାନେ ଏହି ସ୍ଥଳଗୁଡ଼ିକୁ ନିଜର ବୈଧତା ପ୍ରମାଣ କରିବା ପାଇଁ ବ୍ୟବହାର କରୁଥିଲେ ।	[504, 142, 766, 234]
footer-info-line2: କେବଳ ସମ୍ପାଦକଙ୍କୁ ଚିଠି ପାଇଁ: E-mail:dharitripress@gmail.com (Use only for letters to Editor,	[522, 1237, 758, 1257]
masthead	[0, 0, 945, 62]
forty-years-item: • ରାଜ୍ୟ ବିଧାନସଭାରେ ଗିଜେଟ ବିଲ୍ ଉପରେ ଆଲୋଚନା ଆରମ୍ଭ ।	[10, 814, 187, 822]
sudoku-odia-title: ସୁ-ଡୋ-କୁ	[151, 997, 225, 1021]
sudoku-solution-cell: 6	[153, 1299, 171, 1319]
sudoku-cell	[14, 1107, 39, 1132]
editorial-author-rule	[778, 194, 938, 195]
sudoku-solution-cell: 7	[225, 1318, 243, 1338]
footer-info-line1: ପାଠକ ଶ୍ରେଷ୍ଠ ବିଚାରକ ସ୍ତମ୍ଭ ପାଇଁ ଚିଠି ପଠାନ୍ତୁ: ସମ୍ପାଦକ, ଧରିତ୍ରୀ, ବି-୧୫, ରସୁଲଗଡ଼ ଶିଳ୍ପାଞ୍ଚଳ, ଭୁବନେଶ୍ୱର-୭୫୧୦୧୦	[523, 1217, 757, 1236]
article1-divider-3	[500, 142, 501, 512]
sudoku-cell: 9	[39, 1057, 64, 1082]
sudoku-cell	[39, 1107, 64, 1132]
sudoku-cell: 1	[89, 1231, 114, 1256]
sudoku-cell: 2	[190, 1206, 215, 1231]
reader-letter-title: ପାଠକ ଶ୍ରେଷ୍ଠ ବିଚାରକ	[330, 1116, 666, 1150]
sudoku-cell	[140, 1156, 165, 1181]
chirantani-line: ସେ ଦୂର ସୁଷମା ମୁଁ କିଏ ବିଦେଶୀ	[785, 1289, 871, 1299]
sudoku-solution-cell: 6	[153, 1396, 171, 1416]
sudoku-cell: 9	[114, 1032, 139, 1057]
registration-swatch	[810, 1480, 820, 1490]
article1-author-rule	[10, 137, 195, 138]
sudoku-rule	[10, 1272, 246, 1273]
forty-years-brand-sub: DHARITRI	[186, 768, 216, 775]
sudoku-cell: 3	[89, 1107, 114, 1132]
logo-years-sub: Years	[44, 42, 60, 49]
forty-years-number: ୪୦	[20, 733, 83, 787]
forty-years-item-text: ଭୁବନେଶ୍ୱରରେ ନୂଆ ଷ୍ଟାଡ଼ିୟମ ଓ ଖେଳ ପ୍ରାଙ୍ଗଣ ନିର୍ମାଣ ପାଇଁ ରାଜ୍ୟକୁ କେନ୍ଦ୍ର ୨୦ ଲକ୍ଷ ଟଙ୍କା ଦେବ ।	[10, 825, 236, 843]
sudoku-cell	[114, 1231, 139, 1256]
article2-divider-3	[455, 896, 456, 1106]
sudoku-solution-cell: 9	[189, 1435, 207, 1455]
editorial-phone: ମୋ: ୯୯୩୭୦୭୩୯୧୦	[874, 1204, 938, 1213]
sudoku-cell	[215, 1231, 240, 1256]
sudoku-cell: 8	[114, 1057, 139, 1082]
sudoku-solution-cell: 8	[135, 1338, 153, 1358]
sudoku-cell: 9	[190, 1132, 215, 1157]
chirantani-line: ଜୀବନ-ମରଣ ମଧ୍ୟେ ମାନବ ବିଶ୍ୱ	[785, 1301, 883, 1310]
sudoku-solution-cell: 8	[99, 1318, 117, 1338]
sudoku-cell: 4	[114, 1181, 139, 1206]
article2-col2b-text: ଶିକ୍ଷା ଓ ପ୍ରଯୁକ୍ତିବିଦ୍ୟାର ବିକାଶ ସହିତ ୧୯୭୦ ଦଶକରୁ ଏହି ସମସ୍ୟା ଗଭୀର ହୋଇଛି । ଜଳବାୟୁ ପରିବର୍ତ୍ତନ, ଜୈବବିବିଧତା ହ୍ରାସ ଓ ମରୁକରଣ ଏହାର ପ୍ରତ୍ୟକ୍ଷ ଫଳାଫଳ । ବିଶେଷଜ୍ଞମାନେ ଚେତାବନୀ ଦେଇଛନ୍ତି ଯେ ଏହି ଗତି ଜାରି ରହିଲେ ଆଗାମୀ ଦଶନ୍ଧିରେ ଖାଦ୍ୟ ଓ ଜଳ ସଙ୍କଟ ଦେଖାଦେବ । ଏଣୁ ‘ଧରିତ୍ରୀର ସାମର୍ଥ୍ୟ ଅତିକ୍ରାନ୍ତ ଦିବସ’ ଆମକୁ ଚେତାଇ ଦିଏ ଯେ ଧରିତ୍ରୀର ସମ୍ପଦ ସୀମିତ ।	[459, 936, 609, 1010]
editorial-dropcap: ଅ	[778, 198, 799, 226]
forty-years-brand-name: ଧରିତ୍ରୀ	[172, 740, 230, 761]
chirantani-source: (ପ୍ରଣୟ ବ୍ରତ)	[882, 1349, 929, 1358]
sudoku-cell	[39, 1181, 64, 1206]
sudoku-solution-cell: 6	[153, 1416, 171, 1436]
sudoku-note: ଏହାର ଉତ୍ତର ଆସନ୍ତାକାଲି ପ୍ରକାଶ ପାଇବ	[67, 1262, 189, 1270]
sudoku-cell: 1	[64, 1107, 89, 1132]
sudoku-solution-caption: ଗତକାଲିର ଉତ୍ତର	[134, 1460, 190, 1469]
sudoku-cell	[64, 1032, 89, 1057]
